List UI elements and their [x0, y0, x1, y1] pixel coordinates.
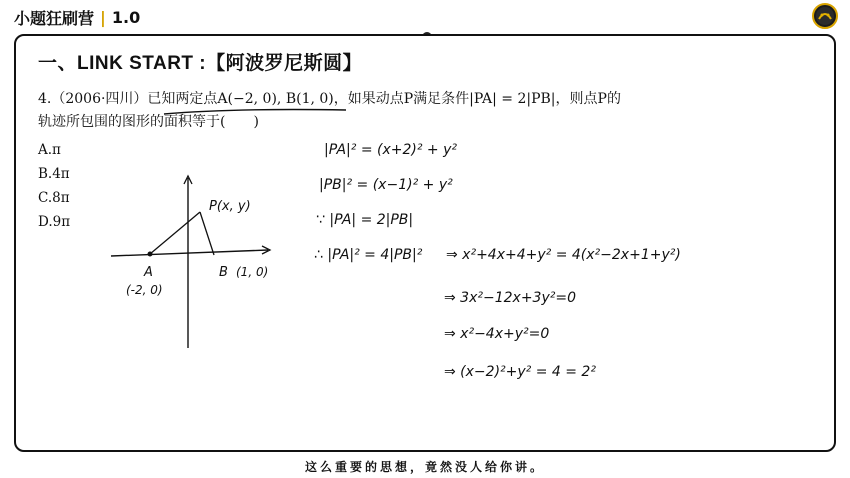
label-point-a: A	[144, 265, 153, 280]
brand-name: 小题狂刷营	[14, 9, 95, 28]
brand	[14, 6, 140, 29]
work-line-1: |PA|² = (x+2)² + y²	[324, 142, 457, 158]
work-line-2: |PB|² = (x−1)² + y²	[319, 177, 453, 193]
option-a: A.π	[38, 142, 61, 158]
brand-version: 1.0	[111, 8, 141, 27]
video-subtitle: 这么重要的思想，竟然没人给你讲。	[304, 460, 545, 474]
underline-mark	[164, 110, 346, 115]
question-line-1: 4.（2006·四川）已知两定点A(−2, 0), B(1, 0)，如果动点P满足条件|PA| = 2|PB|，则点P的	[38, 91, 621, 107]
option-b: B.4π	[38, 166, 70, 182]
label-coord-b: (1, 0)	[236, 265, 269, 279]
section-title: 一、LINK START :【阿波罗尼斯圆】	[38, 53, 363, 74]
x-axis	[111, 250, 268, 256]
segment-pb	[200, 212, 214, 255]
work-line-3: ∵ |PA| = 2|PB|	[316, 212, 414, 228]
work-line-4: ∴ |PA|² = 4|PB|²	[314, 247, 423, 263]
top-bar	[0, 0, 850, 34]
option-d: D.9π	[38, 214, 71, 230]
question-line-2: 轨迹所包围的图形的面积等于( )	[38, 114, 259, 130]
label-point-p: P(x, y)	[209, 199, 251, 214]
work-line-7: ⇒ x²−4x+y²=0	[444, 326, 550, 342]
work-line-6: ⇒ 3x²−12x+3y²=0	[444, 290, 576, 306]
channel-logo-icon	[812, 3, 838, 29]
handwriting-layer	[16, 36, 836, 452]
work-line-5: ⇒ x²+4x+4+y² = 4(x²−2x+1+y²)	[446, 247, 681, 263]
whiteboard	[14, 34, 836, 452]
coordinate-sketch	[111, 176, 270, 348]
label-point-b: B	[219, 265, 228, 280]
label-coord-a: (-2, 0)	[126, 283, 163, 297]
segment-pa	[150, 212, 200, 254]
brand-separator: |	[100, 8, 106, 27]
derivation-steps	[314, 142, 681, 380]
option-c: C.8π	[38, 190, 70, 206]
work-line-8: ⇒ (x−2)²+y² = 4 = 2²	[444, 364, 596, 380]
